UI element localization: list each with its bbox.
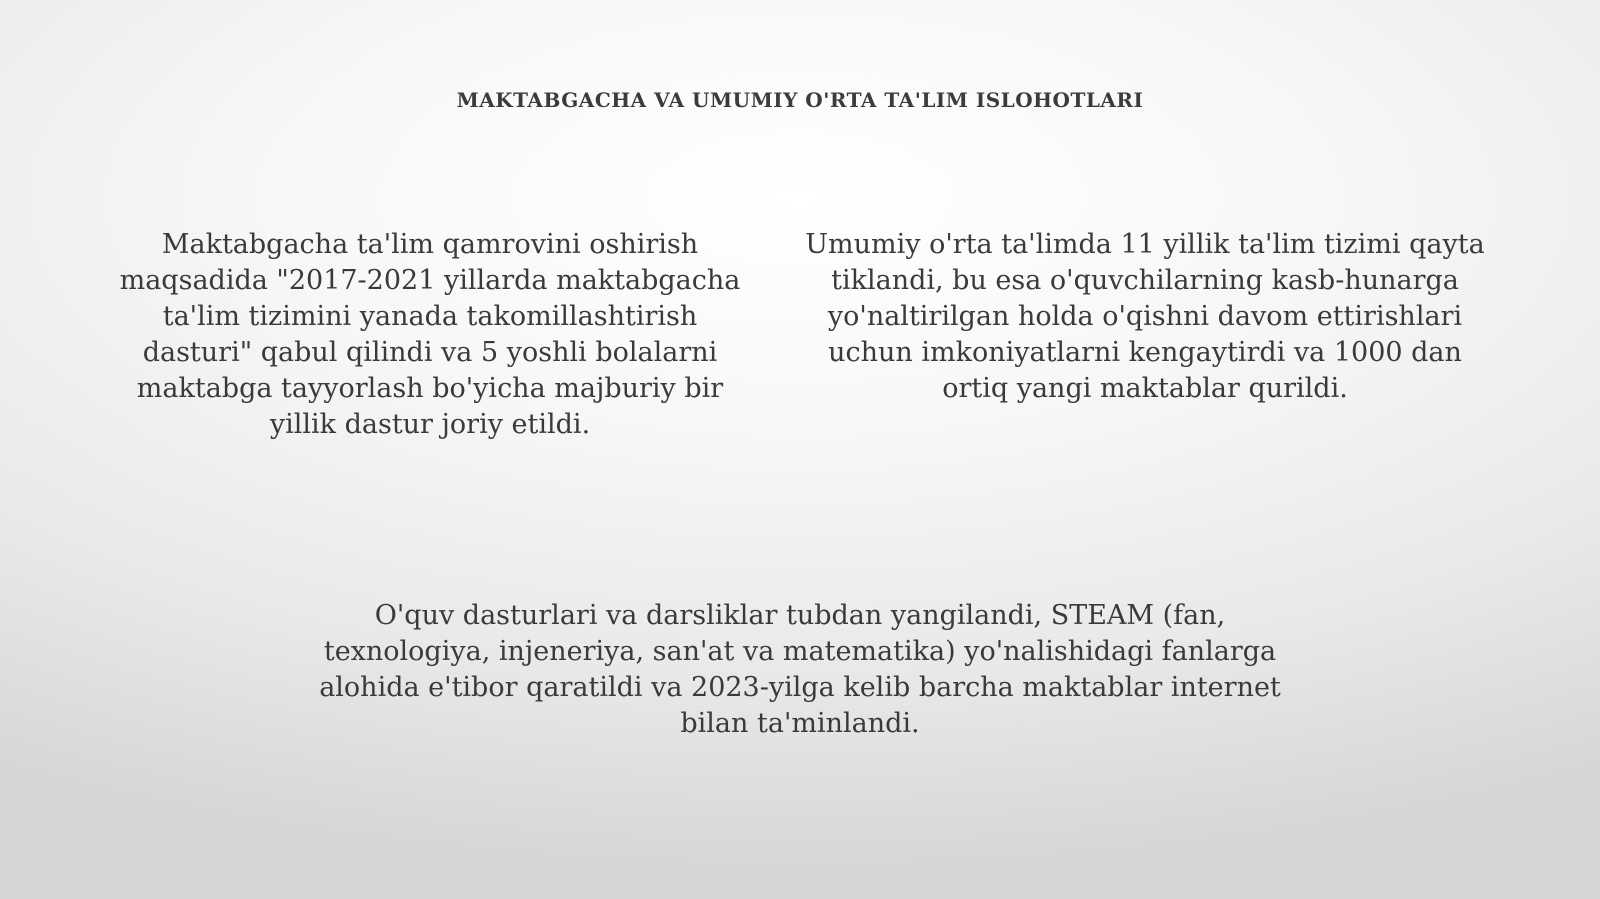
paragraph-secondary-education: Umumiy o'rta ta'limda 11 yillik ta'lim tizimi qayta tiklandi, bu esa o'quvchilarning kasb-hunarga yo'naltirilgan holda o'qishni davom ettirishlari uchun imkoniyatlarni kengaytirdi va 1000 dan ortiq yangi maktablar qurildi. [805,229,1485,404]
paragraph-curriculum: O'quv dasturlari va darsliklar tubdan yangilandi, STEAM (fan, texnologiya, injeneriya, san'at va matematika) yo'nalishidagi fanlarga alohida e'tibor qaratildi va 2023-yilga kelib barcha maktablar internet bilan ta'minlandi. [319,600,1281,739]
slide-title: MAKTABGACHA VA UMUMIY O'RTA TA'LIM ISLOHOTLARI [456,88,1144,112]
paragraph-preschool: Maktabgacha ta'lim qamrovini oshirish maqsadida "2017-2021 yillarda maktabgacha ta'lim tizimini yanada takomillashtirish dasturi" qabul qilindi va 5 yoshli bolalarni maktabga tayyorlash bo'yicha majburiy bir yillik dastur joriy etildi. [119,229,741,440]
